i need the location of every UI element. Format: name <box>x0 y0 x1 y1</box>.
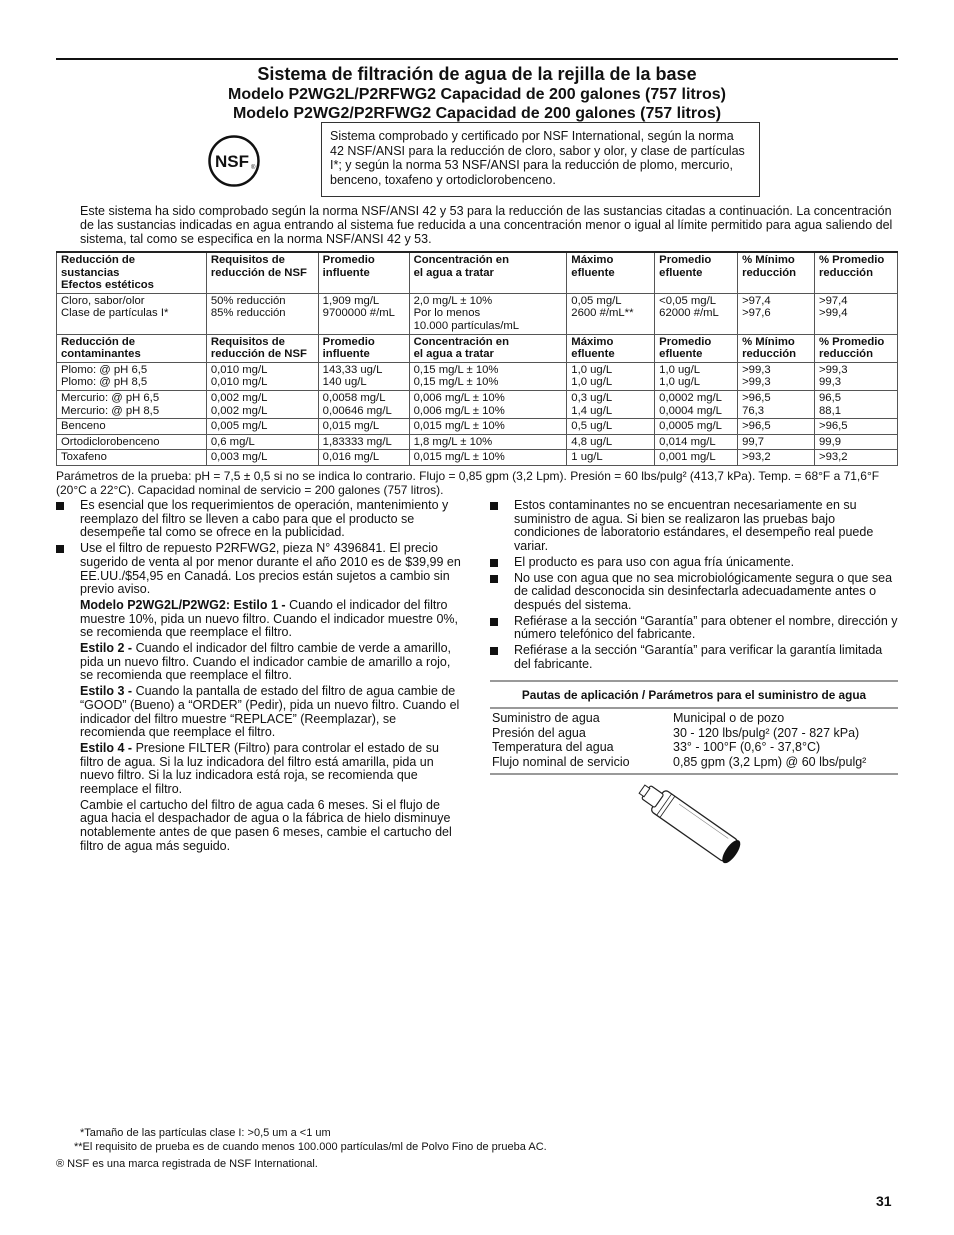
table-cell: <0,05 mg/L 62000 #/mL <box>655 293 738 334</box>
top-rule <box>56 58 898 60</box>
list-item <box>490 556 898 570</box>
table-cell: 99,7 <box>738 434 815 450</box>
table-cell: 0,15 mg/L ± 10% 0,15 mg/L ± 10% <box>409 362 567 390</box>
table-cell: Concentración en el agua a tratar <box>409 252 567 293</box>
table-cell: 0,006 mg/L ± 10% 0,006 mg/L ± 10% <box>409 390 567 418</box>
bullet-text: Estos contaminantes no se encuentran necesariamente en su suministro de agua. Si bien se realizaron las pruebas bajo condiciones de laboratorio estándares, el desempeño real puede variar. <box>514 498 874 554</box>
table-cell: >93,2 <box>738 450 815 466</box>
footnote-test-requirement: **El requisito de prueba es de cuando menos 100.000 partículas/ml de Polvo Fino de prueba AC. <box>74 1141 547 1153</box>
table-cell: 2,0 mg/L ± 10% Por lo menos 10.000 partículas/mL <box>409 293 567 334</box>
table-cell: Promedio influente <box>318 334 409 362</box>
table-row <box>57 362 898 390</box>
table-cell: % Promedio reducción <box>815 334 898 362</box>
table-cell: 1,0 ug/L 1,0 ug/L <box>567 362 655 390</box>
table-cell: >96,5 76,3 <box>738 390 815 418</box>
param-value: 33° - 100°F (0,6° - 37,8°C) <box>673 740 821 754</box>
title-line-2: Modelo P2WG2L/P2RFWG2 Capacidad de 200 galones (757 litros) <box>228 86 726 103</box>
param-label: Temperatura del agua <box>492 740 614 754</box>
table-cell: 0,0005 mg/L <box>655 419 738 435</box>
style-2-note <box>56 642 461 683</box>
svg-text:®: ® <box>251 165 256 171</box>
table-cell: Máximo efluente <box>567 252 655 293</box>
performance-table <box>56 251 898 466</box>
table-cell: Benceno <box>57 419 207 435</box>
table-header-row <box>57 252 898 293</box>
style-text: Cuando el indicador del filtro cambie de verde a amarillo, pida un nuevo filtro. Cuando el indicador cambie de amarillo a rojo, se recomienda que reemplace el filtro. <box>80 641 452 683</box>
list-item <box>490 572 898 613</box>
table-cell: >99,3 99,3 <box>815 362 898 390</box>
table-cell: Toxafeno <box>57 450 207 466</box>
param-label: Flujo nominal de servicio <box>492 754 630 769</box>
style-4-note <box>56 742 461 797</box>
table-cell: 0,015 mg/L ± 10% <box>409 419 567 435</box>
nsf-logo <box>208 135 260 187</box>
table-row <box>490 755 898 770</box>
table-cell: Reducción de contaminantes <box>57 334 207 362</box>
table-cell: >96,5 <box>815 419 898 435</box>
style-3-note <box>56 685 461 740</box>
param-value: Municipal o de pozo <box>673 711 785 725</box>
style-text: Cuando el indicador del filtro muestre 10%, pida un nuevo filtro. Cuando el indicador muestre 0%, se recomienda que reemplace el filtro. <box>80 597 458 640</box>
table-row <box>57 419 898 435</box>
footnote-trademark: ® NSF es una marca registrada de NSF International. <box>56 1158 318 1170</box>
list-item <box>490 499 898 554</box>
table-cell: Mercurio: @ pH 6,5 Mercurio: @ pH 8,5 <box>57 390 207 418</box>
bullet-text: Use el filtro de repuesto P2RFWG2, pieza N° 4396841. El precio sugerido de venta al por menor durante el año 2010 es de $39,99 en EE.UU./$54,95 en Canadá. Los precios están sujetos a cambio sin previo aviso. <box>80 541 461 597</box>
table-cell: 0,5 ug/L <box>567 419 655 435</box>
table-cell: % Mínimo reducción <box>738 334 815 362</box>
table-row <box>57 293 898 334</box>
table-cell: Promedio efluente <box>655 252 738 293</box>
table-row <box>57 450 898 466</box>
list-item <box>490 644 898 671</box>
test-parameters: Parámetros de la prueba: pH = 7,5 ± 0,5 si no se indica lo contrario. Flujo = 0,85 gpm (3,2 Lpm). Presión = 60 lbs/pulg² (413,7 kPa). Temp. = 68°F a 71,6°F (20°C a 22°C). Capacidad nominal de servicio = 200 galones (757 litros). <box>56 469 880 497</box>
table-cell: 0,001 mg/L <box>655 450 738 466</box>
nsf-certification-box: Sistema comprobado y certificado por NSF International, según la norma 42 NSF/ANSI para la reducción de cloro, sabor y olor, y clase de partículas I*; y según la norma 53 NSF/ANSI para la reducción de plomo, mercurio, benceno, toxafeno y ortodiclorobenceno. <box>321 122 760 197</box>
table-cell: 1,83333 mg/L <box>318 434 409 450</box>
page-title <box>56 64 898 123</box>
table-cell: Requisitos de reducción de NSF <box>206 252 318 293</box>
style-label: Estilo 3 - <box>80 684 133 699</box>
bullet-text: El producto es para uso con agua fría únicamente. <box>514 554 795 569</box>
title-line-1: Sistema de filtración de agua de la rejilla de la base <box>257 64 697 84</box>
table-cell: 1,8 mg/L ± 10% <box>409 434 567 450</box>
water-filter-cartridge-image <box>630 783 760 868</box>
table-cell: >93,2 <box>815 450 898 466</box>
application-guidelines-table <box>490 711 898 775</box>
table-cell: 0,005 mg/L <box>206 419 318 435</box>
table-cell: 99,9 <box>815 434 898 450</box>
table-cell: Promedio efluente <box>655 334 738 362</box>
list-item <box>490 615 898 642</box>
table-cell: 0,016 mg/L <box>318 450 409 466</box>
list-item <box>56 499 461 540</box>
param-label: Suministro de agua <box>492 711 600 725</box>
table-cell: 1,909 mg/L 9700000 #/mL <box>318 293 409 334</box>
table-cell: 96,5 88,1 <box>815 390 898 418</box>
table-cell: 1 ug/L <box>567 450 655 466</box>
param-label: Presión del agua <box>492 725 586 740</box>
table-cell: Concentración en el agua a tratar <box>409 334 567 362</box>
style-label: Estilo 4 - <box>80 740 133 755</box>
table-cell: 0,003 mg/L <box>206 450 318 466</box>
bullet-text: No use con agua que no sea microbiológicamente segura o que sea de calidad desconocida sin desinfectarla adecuadamente antes o después del sistema. <box>514 570 893 612</box>
table-cell: 143,33 ug/L 140 ug/L <box>318 362 409 390</box>
table-cell: 0,010 mg/L 0,010 mg/L <box>206 362 318 390</box>
table-cell: 0,015 mg/L <box>318 419 409 435</box>
style-label: Estilo 2 - <box>80 641 133 656</box>
table-row <box>490 726 898 741</box>
table-cell: Cloro, sabor/olor Clase de partículas I* <box>57 293 207 334</box>
table-cell: >97,4 >97,6 <box>738 293 815 334</box>
application-guidelines-heading: Pautas de aplicación / Parámetros para el suministro de agua <box>490 680 898 709</box>
replace-note: Cambie el cartucho del filtro de agua cada 6 meses. Si el flujo de agua hacia el despachador de agua o la fábrica de hielo disminuye notablemente antes de que pasen 6 meses, cambie el cartucho del filtro de agua más seguido. <box>80 797 452 853</box>
table-cell: >96,5 <box>738 419 815 435</box>
table-header-row <box>57 334 898 362</box>
style-text: Presione FILTER (Filtro) para controlar el estado de su filtro de agua. Si la luz indicadora del filtro está amarilla, pida un nuevo filtro. Si la luz indicadora está roja, se recomienda que reemplace el filtro. <box>80 740 439 797</box>
table-cell: Máximo efluente <box>567 334 655 362</box>
bullet-text: Es esencial que los requerimientos de operación, mantenimiento y reemplazo del filtro se lleven a cabo para que el producto se desempeñe tal como se ofrece en la publicidad. <box>80 498 449 540</box>
bullet-text: Refiérase a la sección “Garantía” para verificar la garantía limitada del fabricante. <box>514 643 883 671</box>
table-cell: 0,015 mg/L ± 10% <box>409 450 567 466</box>
table-cell: 50% reducción 85% reducción <box>206 293 318 334</box>
table-cell: 0,05 mg/L 2600 #/mL** <box>567 293 655 334</box>
table-cell: 0,0002 mg/L 0,0004 mg/L <box>655 390 738 418</box>
table-cell: Reducción de sustancias Efectos estéticos <box>57 252 207 293</box>
table-cell: >97,4 >99,4 <box>815 293 898 334</box>
table-row <box>490 711 898 726</box>
left-bullets <box>56 499 461 856</box>
table-cell: >99,3 >99,3 <box>738 362 815 390</box>
table-row <box>57 434 898 450</box>
style-1-note <box>56 599 461 640</box>
param-value: 30 - 120 lbs/pulg² (207 - 827 kPa) <box>673 725 860 740</box>
list-item <box>56 542 461 597</box>
table-cell: 4,8 ug/L <box>567 434 655 450</box>
table-cell: 1,0 ug/L 1,0 ug/L <box>655 362 738 390</box>
table-cell: Promedio influente <box>318 252 409 293</box>
table-cell: Requisitos de reducción de NSF <box>206 334 318 362</box>
nsf-logo-text: NSF <box>215 152 249 171</box>
style-label: Modelo P2WG2L/P2WG2: Estilo 1 - <box>80 597 286 612</box>
table-cell: % Promedio reducción <box>815 252 898 293</box>
footnote-particle-size: *Tamaño de las partículas clase I: >0,5 um a <1 um <box>80 1127 331 1139</box>
style-text: Cuando la pantalla de estado del filtro de agua cambie de “GOOD” (Bueno) a “ORDER” (Pedir), pida un nuevo filtro. Cuando el indicador del filtro muestre “REPLACE” (Reemplazar), se recomienda que reemplace el filtro. <box>80 684 460 740</box>
bullet-text: Refiérase a la sección “Garantía” para obtener el nombre, dirección y número telefónico del fabricante. <box>514 613 898 642</box>
page-number: 31 <box>876 1193 892 1209</box>
table-cell: Plomo: @ pH 6,5 Plomo: @ pH 8,5 <box>57 362 207 390</box>
table-cell: % Mínimo reducción <box>738 252 815 293</box>
right-bullets <box>490 499 898 673</box>
table-cell: 0,002 mg/L 0,002 mg/L <box>206 390 318 418</box>
title-line-3: Modelo P2WG2/P2RFWG2 Capacidad de 200 galones (757 litros) <box>232 105 722 122</box>
table-row <box>490 740 898 755</box>
table-cell: 0,3 ug/L 1,4 ug/L <box>567 390 655 418</box>
table-cell: 0,0058 mg/L 0,00646 mg/L <box>318 390 409 418</box>
intro-paragraph: Este sistema ha sido comprobado según la norma NSF/ANSI 42 y 53 para la reducción de las sustancias citadas a continuación. La concentración de las sustancias indicadas en agua entrando al sistema fue reducida a una concentración menor o igual al límite permitido para agua saliendo del sistema, tal como se especifica en la norma NSF/ANSI 42 y 53. <box>80 204 893 246</box>
table-cell: 0,6 mg/L <box>206 434 318 450</box>
table-cell: Ortodiclorobenceno <box>57 434 207 450</box>
table-row <box>57 390 898 418</box>
table-cell: 0,014 mg/L <box>655 434 738 450</box>
param-value: 0,85 gpm (3,2 Lpm) @ 60 lbs/pulg² <box>673 754 867 769</box>
